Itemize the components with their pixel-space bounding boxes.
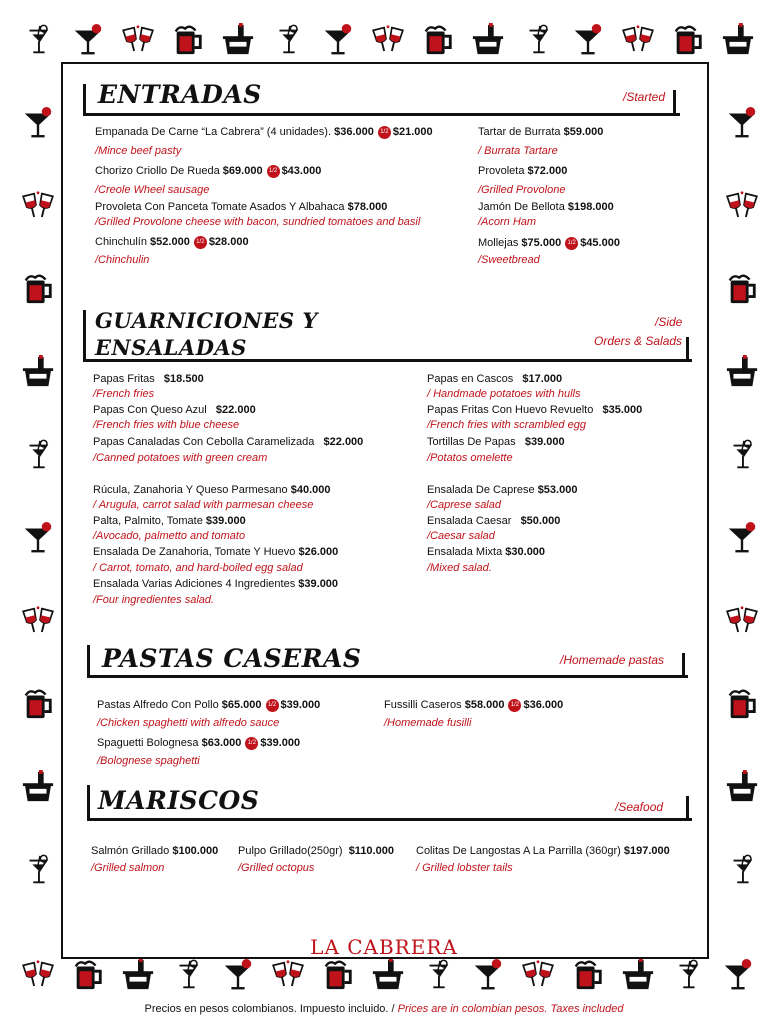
menu-item-translation: /Grilled Provolone cheese with bacon, sundried tomatoes and basil bbox=[95, 216, 421, 228]
champagne-bucket-icon bbox=[724, 354, 760, 390]
wine-glasses-icon bbox=[370, 22, 406, 58]
champagne-bucket-icon bbox=[120, 957, 156, 993]
cocktail-icon bbox=[670, 957, 706, 993]
menu-item-translation: / Burrata Tartare bbox=[478, 145, 558, 157]
menu-item: Salmón Grillado $100.000 bbox=[91, 845, 219, 857]
half-portion-icon: 1/2 bbox=[267, 165, 280, 178]
martini-icon bbox=[20, 520, 56, 556]
menu-item-translation: / Arugula, carrot salad with parmesan cheese bbox=[93, 499, 314, 511]
menu-item-translation: /Potatos omelette bbox=[427, 452, 513, 464]
menu-item: Papas Canaladas Con Cebolla Caramelizada $22.000 bbox=[93, 436, 364, 448]
menu-item: Ensalada Caesar $50.000 bbox=[427, 515, 561, 527]
martini-icon bbox=[720, 957, 756, 993]
cocktail-icon bbox=[420, 957, 456, 993]
menu-item: Chinchulín $52.000 1/2 $28.000 bbox=[95, 236, 249, 248]
cocktail-icon bbox=[520, 22, 556, 58]
wine-glasses-icon bbox=[724, 603, 760, 639]
champagne-bucket-icon bbox=[720, 22, 756, 58]
martini-icon bbox=[320, 22, 356, 58]
menu-item: Papas en Cascos $17.000 bbox=[427, 373, 563, 385]
wine-glasses-icon bbox=[20, 188, 56, 224]
menu-item-translation: /Canned potatoes with green cream bbox=[93, 452, 268, 464]
menu-item-translation: /Creole Wheel sausage bbox=[95, 184, 210, 196]
menu-item-translation: /Mixed salad. bbox=[427, 562, 492, 574]
beer-mug-icon bbox=[20, 686, 56, 722]
menu-item-translation: /Bolognese spaghetti bbox=[97, 755, 200, 767]
champagne-bucket-icon bbox=[20, 354, 56, 390]
champagne-bucket-icon bbox=[370, 957, 406, 993]
menu-item: Rúcula, Zanahoria Y Queso Parmesano $40.000 bbox=[93, 484, 331, 496]
section-title: MARISCOS bbox=[98, 786, 260, 815]
section-title: ENTRADAS bbox=[98, 80, 262, 109]
section-bracket bbox=[673, 90, 676, 115]
section-english-title: /Side bbox=[655, 315, 683, 329]
section-bracket bbox=[87, 785, 90, 821]
menu-item: Ensalada Mixta $30.000 bbox=[427, 546, 546, 558]
section-rule bbox=[87, 675, 688, 678]
cocktail-icon bbox=[20, 852, 56, 888]
menu-item-translation: /Chicken spaghetti with alfredo sauce bbox=[97, 717, 280, 729]
champagne-bucket-icon bbox=[724, 769, 760, 805]
beer-mug-icon bbox=[70, 957, 106, 993]
half-portion-icon: 1/2 bbox=[194, 236, 207, 249]
wine-glasses-icon bbox=[520, 957, 556, 993]
menu-item-translation: / Grilled lobster tails bbox=[416, 862, 513, 874]
martini-icon bbox=[220, 957, 256, 993]
menu-item: Pastas Alfredo Con Pollo $65.000 1/2 $39.000 bbox=[97, 699, 321, 711]
half-portion-icon: 1/2 bbox=[565, 237, 578, 250]
section-english-title: Orders & Salads bbox=[594, 334, 683, 348]
menu-item: Ensalada Varias Adiciones 4 Ingredientes $39.000 bbox=[93, 578, 339, 590]
section-bracket bbox=[686, 337, 689, 361]
half-portion-icon: 1/2 bbox=[378, 126, 391, 139]
menu-item: Provoleta Con Panceta Tomate Asados Y Albahaca $78.000 bbox=[95, 201, 388, 213]
menu-item-translation: /Grilled salmon bbox=[91, 862, 165, 874]
cocktail-icon bbox=[20, 22, 56, 58]
section-title: PASTAS CASERAS bbox=[102, 644, 362, 673]
menu-item-translation: /Sweetbread bbox=[478, 254, 540, 266]
martini-icon bbox=[724, 520, 760, 556]
half-portion-icon: 1/2 bbox=[508, 699, 521, 712]
menu-item-translation: /Homemade fusilli bbox=[384, 717, 472, 729]
champagne-bucket-icon bbox=[470, 22, 506, 58]
champagne-bucket-icon bbox=[220, 22, 256, 58]
section-bracket bbox=[686, 796, 689, 820]
menu-item: Ensalada De Zanahoria, Tomate Y Huevo $26.000 bbox=[93, 546, 339, 558]
menu-item: Pulpo Grillado(250gr) $110.000 bbox=[238, 845, 394, 857]
martini-icon bbox=[724, 105, 760, 141]
price-note: Precios en pesos colombianos. Impuesto incluido. / Prices are in colombian pesos. Taxes included bbox=[144, 1003, 624, 1015]
menu-item: Provoleta $72.000 bbox=[478, 165, 568, 177]
wine-glasses-icon bbox=[270, 957, 306, 993]
menu-item: Papas Fritas Con Huevo Revuelto $35.000 bbox=[427, 404, 643, 416]
cocktail-icon bbox=[170, 957, 206, 993]
section-bracket bbox=[83, 84, 86, 116]
section-english-title: /Seafood bbox=[615, 800, 664, 814]
beer-mug-icon bbox=[170, 22, 206, 58]
cocktail-icon bbox=[270, 22, 306, 58]
cocktail-icon bbox=[724, 852, 760, 888]
wine-glasses-icon bbox=[620, 22, 656, 58]
menu-item: Mollejas $75.000 1/2 $45.000 bbox=[478, 237, 620, 249]
menu-item: Chorizo Criollo De Rueda $69.000 1/2 $43.000 bbox=[95, 165, 322, 177]
menu-item-translation: /French fries with scrambled egg bbox=[427, 419, 586, 431]
menu-item-translation: /Four ingredientes salad. bbox=[93, 594, 215, 606]
half-portion-icon: 1/2 bbox=[245, 737, 258, 750]
champagne-bucket-icon bbox=[620, 957, 656, 993]
menu-item: Ensalada De Caprese $53.000 bbox=[427, 484, 578, 496]
martini-icon bbox=[470, 957, 506, 993]
section-bracket bbox=[83, 310, 86, 362]
section-title: GUARNICIONES Y ENSALADAS bbox=[95, 308, 318, 360]
menu-item: Tartar de Burrata $59.000 bbox=[478, 126, 604, 138]
menu-item: Fussilli Caseros $58.000 1/2 $36.000 bbox=[384, 699, 564, 711]
brand-name: LA CABRERA bbox=[310, 935, 458, 959]
menu-item: Tortillas De Papas $39.000 bbox=[427, 436, 565, 448]
menu-item-translation: /Mince beef pasty bbox=[95, 145, 182, 157]
beer-mug-icon bbox=[724, 271, 760, 307]
section-rule bbox=[87, 818, 692, 821]
menu-item-translation: /Grilled octopus bbox=[238, 862, 315, 874]
menu-item-translation: /Grilled Provolone bbox=[478, 184, 566, 196]
menu-item: Empanada De Carne “La Cabrera” (4 unidades). $36.000 1/2 $21.000 bbox=[95, 126, 433, 138]
section-english-title: /Started bbox=[623, 90, 666, 104]
half-portion-icon: 1/2 bbox=[266, 699, 279, 712]
martini-icon bbox=[20, 105, 56, 141]
martini-icon bbox=[570, 22, 606, 58]
champagne-bucket-icon bbox=[20, 769, 56, 805]
menu-item: Papas Fritas $18.500 bbox=[93, 373, 204, 385]
menu-item-translation: / Carrot, tomato, and hard-boiled egg salad bbox=[93, 562, 303, 574]
menu-item-translation: /Caesar salad bbox=[427, 530, 495, 542]
menu-item-translation: /French fries with blue cheese bbox=[93, 419, 240, 431]
section-english-title: /Homemade pastas bbox=[560, 653, 665, 667]
menu-item-translation: /Avocado, palmetto and tomato bbox=[93, 530, 246, 542]
beer-mug-icon bbox=[724, 686, 760, 722]
beer-mug-icon bbox=[420, 22, 456, 58]
wine-glasses-icon bbox=[20, 957, 56, 993]
menu-item: Jamón De Bellota $198.000 bbox=[478, 201, 614, 213]
beer-mug-icon bbox=[320, 957, 356, 993]
section-bracket bbox=[682, 653, 685, 677]
menu-item-translation: / Handmade potatoes with hulls bbox=[427, 388, 581, 400]
wine-glasses-icon bbox=[120, 22, 156, 58]
menu-item: Colitas De Langostas A La Parrilla (360gr) $197.000 bbox=[416, 845, 670, 857]
wine-glasses-icon bbox=[20, 603, 56, 639]
section-bracket bbox=[87, 645, 90, 678]
beer-mug-icon bbox=[570, 957, 606, 993]
menu-item-translation: /Caprese salad bbox=[427, 499, 501, 511]
cocktail-icon bbox=[724, 437, 760, 473]
beer-mug-icon bbox=[20, 271, 56, 307]
beer-mug-icon bbox=[670, 22, 706, 58]
menu-item-translation: /Chinchulin bbox=[95, 254, 150, 266]
menu-item: Spaguetti Bolognesa $63.000 1/2 $39.000 bbox=[97, 737, 301, 749]
section-rule bbox=[83, 113, 680, 116]
cocktail-icon bbox=[20, 437, 56, 473]
martini-icon bbox=[70, 22, 106, 58]
menu-item: Palta, Palmito, Tomate $39.000 bbox=[93, 515, 246, 527]
menu-item-translation: /Acorn Ham bbox=[478, 216, 537, 228]
menu-item: Papas Con Queso Azul $22.000 bbox=[93, 404, 256, 416]
wine-glasses-icon bbox=[724, 188, 760, 224]
menu-item-translation: /French fries bbox=[93, 388, 155, 400]
